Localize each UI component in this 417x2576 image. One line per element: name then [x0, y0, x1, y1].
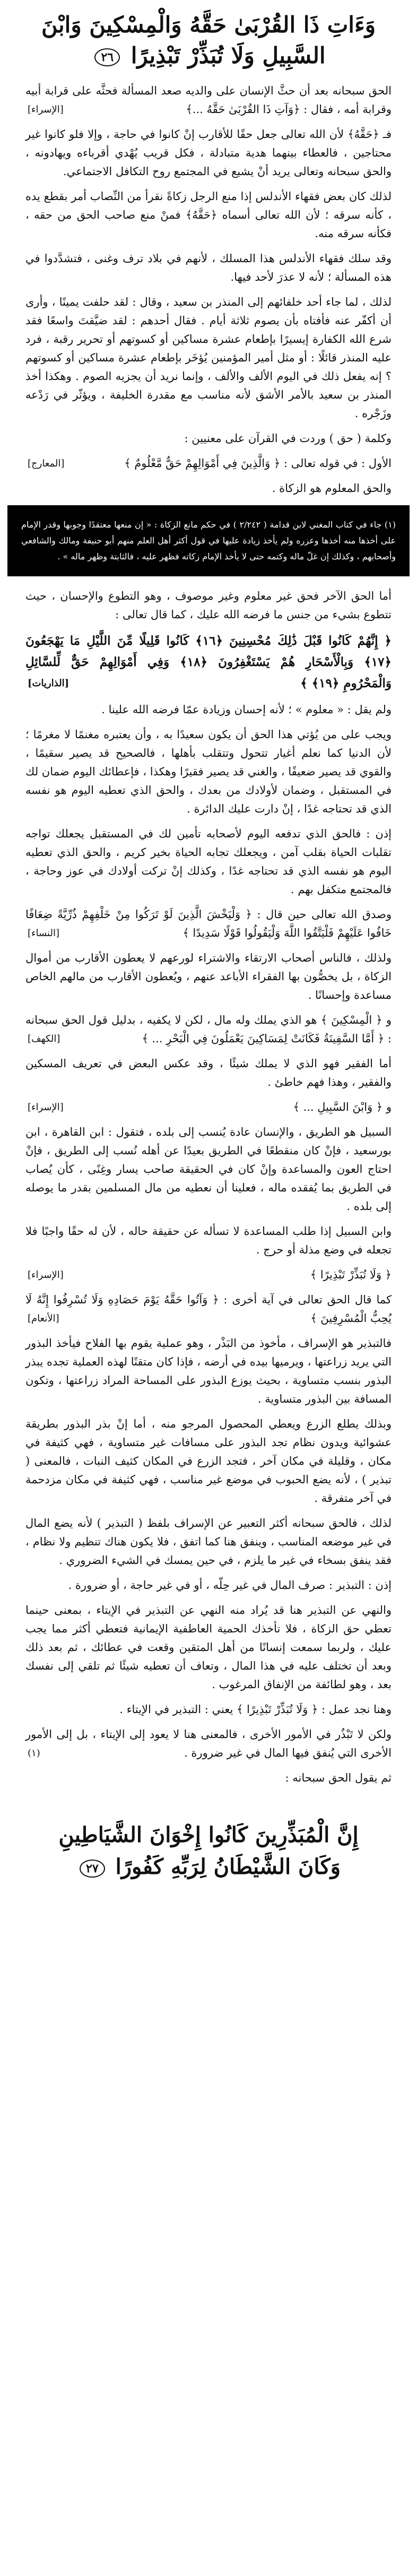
- paragraph-text: وصدق الله تعالى حين قال : ﴿ وَلْيَخْشَ الَّذِينَ لَوْ تَرَكُوا مِنْ خَلْفِهِمْ ذُرِّيَّةً ضِعَافًا خَافُوا عَلَيْهِمْ فَلْيَتَّقُوا اللَّهَ وَلْيَقُولُوا قَوْلًا سَدِيدًا ﴾: [25, 908, 392, 939]
- paragraph-text: إذن : التبذير : صرف المال في غير حِلّه ، أو في غير حاجة ، أو ضرورة .: [68, 1579, 392, 1592]
- paragraph-text: وبذلك يطلع الزرع ويعطي المحصول المرجو منه ، أما إنْ بذر البذور بطريقة عشوائية ويدون نظام تجد البذور على مسافات غير متساوية ، فهي كثيفة في مكان ، وقليلة في مكان آخر ، فتجد الزرع في المكان كثيف النبات ، فالمعنى ( تبذير ) ، لأنه يضع الحبوب في موضع غير مناسب ، فهي كثيفة في مكان مزدحمة في آخر متفرقة .: [25, 1417, 392, 1505]
- paragraph: [25, 1769, 392, 1787]
- paragraph: [25, 1011, 392, 1048]
- paragraph: [25, 1514, 392, 1570]
- verse-heading: [0, 0, 417, 71]
- paragraph: [25, 587, 392, 624]
- paragraph-text: و ﴿ الْمِسْكِينَ ﴾ هو الذي يملك وله مال ، لكن لا يكفيه ، بدليل قول الحق سبحانه : ﴿ أَمَّا السَّفِينَةُ فَكَانَتْ لِمَسَاكِينَ يَعْمَلُونَ فِي الْبَحْرِ ... ﴾: [25, 1014, 392, 1045]
- paragraph: [25, 1601, 392, 1694]
- footnote-box: (١) جاء في كتاب المغني لابن قدامة ( ٢/٢٤٢ ) في حكم مانع الزكاة : « إن منعها معتقدًا وجوبها وقدر الإمام على أخذها منه أخذها وعزره ولم يأخذ زيادة عليها في قول أكثر أهل العلم منهم أبو حنيفة ومالك والشافعي وأصحابهم ، وكذلك إن غلّ ماله وكتمه حتى لا يأخذ الإمام زكاته فظهر عليه ، فالثابتة وظهر ماله » .: [7, 505, 410, 576]
- paragraph: [25, 1576, 392, 1595]
- paragraph: [25, 1725, 392, 1762]
- paragraph: [25, 1098, 392, 1117]
- paragraph-text: لذلك ، فالحق سبحانه أكثر التعبير عن الإسراف بلفظ ( التبذير ) لأنه يضع المال في غير موضعه المناسب ، وينفق هنا كما اتفق ، فلا يكون هناك تنظيم ولا نظام ، فقد ينفق بسخاء في غير ما يلزم ، في حين يمسك في الشيء الضروري .: [25, 1517, 392, 1567]
- surah-reference: [الإسراء]: [28, 1269, 64, 1281]
- paragraph-text: ﴿ وَلَا تُبَذِّرْ تَبْذِيرًا ﴾: [310, 1268, 392, 1281]
- paragraph: [25, 1222, 392, 1259]
- paragraph-text: فالتبذير هو الإسراف ، مأخوذ من البَذْر ، وهو عملية يقوم بها الفلاح فيأخذ البذور التي يريد زراعتها ، ويرميها بيده في أرضه ، فإذا كان متقنًا لهذه العملية تجده يبذر البذور بنسب متساوية ، بحيث يوزع البذور على المساحة المراد زراعتها ، وتكون المسافة بين البذور متساوية .: [25, 1337, 392, 1405]
- paragraph: [25, 725, 392, 818]
- paragraph-text: فـ ﴿حَقَّهُ﴾ لأن الله تعالى جعل حقًا للأقارب إنْ كانوا في حاجة ، وإلا فلو كانوا غير محتاجين ، فالعطاء بينهما هدية متبادلة ، فكل قريب يُهْدي أقرباءه ويهادونه ، والحق سبحانه وتعالى يريد أنْ يشيع في المجتمع روح التكافل الاجتماعي.: [25, 128, 392, 178]
- paragraph: [25, 187, 392, 243]
- surah-reference: [الأنعام]: [28, 1313, 59, 1324]
- paragraph: [25, 125, 392, 181]
- paragraph: [25, 1415, 392, 1508]
- paragraph-text: ولذلك ، فالناس أصحاب الارتقاء والاشتراء لورعهم لا يعطون الأقارب من أموال الزكاة ، بل يخصُّون بها الفقراء الأباعد عنهم ، ويُعطون الأقارب من مالهم الخاص مساعدة وإحسانًا .: [25, 952, 392, 1001]
- surah-reference: [الإسراء]: [28, 104, 64, 115]
- paragraph: [25, 1700, 392, 1719]
- paragraph-text: وقد سلك فقهاء الأندلس هذا المسلك ، لأنهم في بلاد ترف وغنى ، فتشدَّدوا في هذه المسألة ؛ لأنه لا عذرَ لأحد فيها.: [25, 252, 392, 283]
- paragraph-text: والحق المعلوم هو الزكاة .: [272, 482, 392, 495]
- surah-reference: [الإسراء]: [28, 1102, 64, 1113]
- surah-reference: (١): [28, 1748, 40, 1759]
- paragraph: [25, 454, 392, 473]
- paragraph-text: ولكن لا تَبْذُر في الأمور الأخرى ، فالمعنى هنا لا يعود إلى الإيتاء ، بل إلى الأمور الأخرى التي يُنفق فيها المال في غير ضرورة .: [25, 1728, 392, 1759]
- closing-line-1: إِنَّ الْمُبَذِّرِينَ كَانُوا إِخْوَانَ الشَّيَاطِينِ: [58, 1822, 359, 1847]
- closing-line-2: وَكَانَ الشَّيْطَانُ لِرَبِّهِ كَفُورًا: [115, 1854, 341, 1879]
- paragraph: [25, 701, 392, 719]
- paragraph: [25, 249, 392, 287]
- paragraph: [25, 1123, 392, 1216]
- paragraph-text: ثم يقول الحق سبحانه :: [285, 1771, 392, 1784]
- paragraph: [25, 905, 392, 943]
- closing-verse: [0, 1819, 417, 1883]
- paragraph: [25, 479, 392, 498]
- paragraph-text: وكلمة ( حق ) وردت في القرآن على معنيين :: [184, 432, 392, 445]
- paragraph: [25, 1291, 392, 1328]
- paragraph-text: الأول : في قوله تعالى : ﴿ وَالَّذِينَ فِي أَمْوَالِهِمْ حَقٌّ مَّعْلُومٌ ﴾: [124, 457, 392, 470]
- surah-reference: [المعارج]: [28, 458, 65, 469]
- paragraph: [25, 293, 392, 423]
- paragraph-text: السبيل هو الطريق ، والإنسان عادة يُنسب إلى بلده ، فتقول : ابن القاهرة ، ابن بورسعيد ، فإنْ كان منقطعًا في الطريق بعيدًا عن أهله نُسب إلى الطريق ، فإنْ احتاج العون والمساعدة وإنْ كان في الحقيقة صاحب يسار وغِنًى ، كأن يُصاب في الطريق بما يُفقده ماله ، فعلينا أن نعطيه من مال المسلمين بقدر ما يوصله إلى بلده .: [25, 1126, 392, 1213]
- paragraph-text: لذلك ، لما جاء أحد خلفائهم إلى المنذر بن سعيد ، وقال : لقد حلفت يمينًا ، وأرى أن أكفّر عنه فأفتاه بأن يصوم ثلاثة أيام . فقال أحدهم : لقد ضيَّقتَ واسعًا فقد شرع الله الكفارة إيسيرًا بإطعام عشرة مساكين أو كسوتهم أو تحرير رقبة ، فرد عليه المنذر قائلًا : أو مثل أمير المؤمنين يُؤخَر بإطعام عشرة مساكين أو كسوتهم ؟ إنه يفعل ذلك في اليوم الألف والألف ، وإنما نريد أن يجزيه الصوم . وهكذا أخذ المنذر بن سعيد بالأمر الأشق لأنه مناسب مع مقدرة الخليفة ، ويؤثّر في رَدْعه وزَجْره .: [25, 296, 392, 420]
- paragraph: [25, 1054, 392, 1092]
- paragraph-text: الحق سبحانه بعد أن حثَّ الإنسان على والديه صعد المسألة فحثَّه على قرابة أبيه وقرابة أمه ، فقال : ﴿وَآتِ ذَا القُرْبَىٰ حَقَّهُ ...﴾: [25, 84, 392, 116]
- paragraph: [25, 1334, 392, 1408]
- paragraph: [25, 429, 392, 448]
- section-2: [0, 587, 417, 1787]
- verse-number: ٢٦: [94, 48, 120, 66]
- paragraph: [25, 949, 392, 1005]
- paragraph: [25, 825, 392, 899]
- paragraph-text: كما قال الحق تعالى في آية أخرى : ﴿ وَآتُوا حَقَّهُ يَوْمَ حَصَادِهِ وَلَا تُسْرِفُوا إِنَّهُ لَا يُحِبُّ الْمُسْرِفِينَ ﴾: [25, 1293, 392, 1325]
- paragraph: [25, 1266, 392, 1284]
- surah-reference: [الكهف]: [28, 1033, 60, 1044]
- paragraph-text: و ﴿ وَابْنَ السَّبِيلِ ... ﴾: [293, 1101, 392, 1113]
- paragraph-text: لذلك كان بعض فقهاء الأندلس إذا منع الرجل زكاةً نقرأ من النِّصاب أمر بقطع يده ، كأنه سرقه ؛ لأن الله تعالى أسماه ﴿حَقَّهُ﴾ فمنْ منع صاحب الحق من حقه ، فكأنه سرقه منه.: [25, 190, 392, 240]
- surah-reference: [النساء]: [28, 928, 59, 939]
- paragraph-text: والنهي عن التبذير هنا قد يُراد منه النهي عن التبذير في الإيتاء ، بمعنى حينما تعطي حق الزكاة ، فلا تأخذك الحمية العاطفية الإيمانية فتعطي أكثر مما يجب عليك ، ولربما سمعت إنسانًا من أهل المتقين وقعت في عطائك ، ثم بعد ذلك وبعد أن تختلف عليه في هذا المال ، وتعاف أن تعطيه شيئًا ثم تلقي إلى نفسك بعد ، وهو لطائفة من الإنفاق المرغوب .: [25, 1604, 392, 1691]
- paragraph: [25, 82, 392, 119]
- verse-text: وَءَاتِ ذَا القُرْبَىٰ حَقَّهُ وَالْمِسْكِينَ وَابْنَ السَّبِيلِ وَلَا تُبَذِّرْ تَبْذِيرًا: [41, 12, 376, 68]
- closing-verse-number: ٢٧: [80, 1860, 105, 1878]
- surah-reference: [الذاريات]: [28, 678, 70, 689]
- paragraph-text: وهنا نجد عمل : ﴿ وَلَا تُبَذِّرْ تَبْذِيرًا ﴾ يعني : التبذير في الإيتاء .: [119, 1703, 392, 1716]
- paragraph-text: أما الفقير فهو الذي لا يملك شيئًا ، وقد عكس البعض في تعريف المسكين والفقير ، وهذا فهم خاطئ .: [25, 1057, 392, 1088]
- quran-quote: [25, 630, 392, 694]
- paragraph-text: إذن : فالحق الذي تدفعه اليوم لأصحابه تأمين لك في المستقبل يجعلك تواجه تقلبات الحياة بقلب آمن ، ويجعلك تجابه الحياة بخير كريم ، والحق الذي تعطيه اليوم هو نفسه الذي قد تحتاجه غدًا ، وكذلك إنْ تركت أولادك في عوز وحاجة ، فالمجتمع متكفل بهم .: [25, 827, 392, 896]
- paragraph-text: ﴿ إِنَّهُمْ كَانُوا قَبْلَ ذَٰلِكَ مُحْسِنِينَ ﴿١٦﴾ كَانُوا قَلِيلًا مِّنَ اللَّيْلِ مَا يَهْجَعُونَ ﴿١٧﴾ وَبِالْأَسْحَارِ هُمْ يَسْتَغْفِرُونَ ﴿١٨﴾ وَفِي أَمْوَالِهِمْ حَقٌّ لِّلسَّائِلِ وَالْمَحْرُومِ ﴿١٩﴾ ﴾: [25, 634, 392, 690]
- paragraph-text: أما الحق الآخر فحق غير معلوم وغير موصوف ، وهو التطوع والإحسان ، حيث تتطوع بشيء من جنس ما فرضه الله عليك ، كما قال تعالى :: [25, 590, 392, 621]
- section-1: [0, 82, 417, 498]
- paragraph-text: ويجب على من يُؤتي هذا الحق أن يكون سعيدًا به ، وأن يعتبره مغنمًا لا مغرمًا ؛ لأن الدنيا كما نعلم أغيار تتحول وتتقلب بأهلها ، فالصحيح قد يصير سقيمًا ، والقوي قد يصير ضعيفًا ، والغني قد يصير فقيرًا وهكذا ، فإعطائك اليوم ضمان لك في المستقبل ، وضمان لأولادك من بعدك ، والحق الذي تعطيه اليوم هو نفسه الذي قد تحتاجه غدًا ، إنْ دارت عليك الدائرة .: [25, 728, 392, 815]
- paragraph-text: وابن السبيل إذا طلب المساعدة لا تسأله عن حقيقة حاله ، لأن له حقًا واجبًا فلا تجعله في وضع مذلة أو حرج .: [25, 1225, 392, 1256]
- paragraph-text: ولم يقل : « معلوم » ؛ لأنه إحسان وزيادة عمّا فرضه الله علينا .: [101, 703, 392, 716]
